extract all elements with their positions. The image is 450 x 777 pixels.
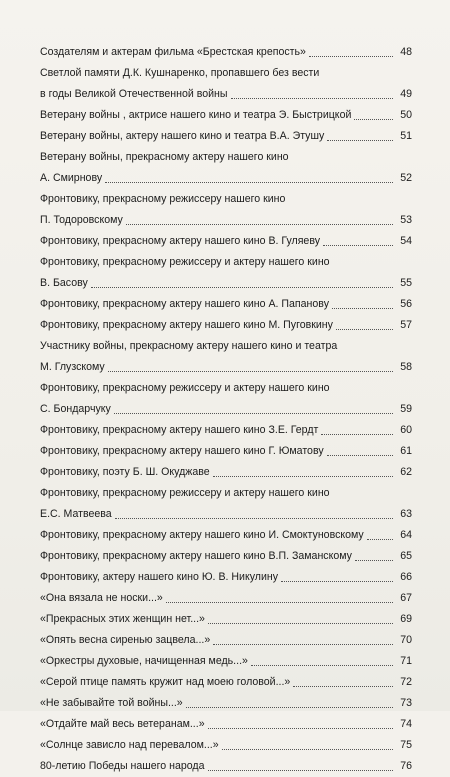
toc-page-number: 65 [400, 550, 412, 562]
toc-dot-leader [281, 580, 393, 582]
toc-entry-title: М. Глузскому [40, 361, 105, 373]
toc-entry [40, 588, 412, 609]
toc-entry [40, 315, 412, 336]
toc-dot-leader [91, 286, 393, 288]
toc-entry [40, 756, 412, 777]
toc-page-number: 60 [400, 424, 412, 436]
toc-dot-leader [208, 769, 393, 771]
toc-entry [40, 504, 412, 525]
toc-entry [40, 105, 412, 126]
table-of-contents [40, 42, 412, 777]
toc-entry [40, 672, 412, 693]
toc-dot-leader [213, 475, 393, 477]
toc-page-number: 66 [400, 571, 412, 583]
toc-page-number: 74 [400, 718, 412, 730]
toc-page-number: 72 [400, 676, 412, 688]
toc-entry [40, 483, 412, 504]
toc-page-number: 62 [400, 466, 412, 478]
toc-entry-title: 80-летию Победы нашего народа [40, 760, 205, 772]
toc-entry [40, 630, 412, 651]
toc-page-number: 67 [400, 592, 412, 604]
toc-entry-title: Ветерану войны, актеру нашего кино и театра В.А. Этушу [40, 130, 325, 142]
toc-page-number: 69 [400, 613, 412, 625]
toc-entry [40, 294, 412, 315]
toc-entry-title: «Серой птице память кружит над моею головой...» [40, 676, 291, 688]
toc-entry [40, 168, 412, 189]
toc-entry [40, 609, 412, 630]
toc-page-number: 58 [400, 361, 412, 373]
toc-dot-leader [367, 538, 393, 540]
toc-entry-title: Фронтовику, поэту Б. Ш. Окуджаве [40, 466, 210, 478]
toc-dot-leader [114, 412, 393, 414]
toc-dot-leader [126, 223, 393, 225]
toc-dot-leader [213, 643, 393, 645]
toc-entry-title: Фронтовику, актеру нашего кино Ю. В. Никулину [40, 571, 279, 583]
toc-entry [40, 84, 412, 105]
toc-entry [40, 462, 412, 483]
toc-dot-leader [293, 685, 393, 687]
toc-entry [40, 525, 412, 546]
toc-dot-leader [115, 517, 393, 519]
toc-page-number: 54 [400, 235, 412, 247]
toc-dot-leader [231, 97, 393, 99]
toc-page-number: 48 [400, 46, 412, 58]
toc-dot-leader [323, 244, 393, 246]
toc-entry-title: Фронтовику, прекрасному режиссеру и актеру нашего кино [40, 487, 330, 499]
toc-entry [40, 273, 412, 294]
toc-entry-title: Фронтовику, прекрасному режиссеру и актеру нашего кино [40, 256, 330, 268]
toc-entry-title: Фронтовику, прекрасному актеру нашего кино А. Папанову [40, 298, 329, 310]
toc-page-number: 75 [400, 739, 412, 751]
toc-entry-title: Ветерану войны , актрисе нашего кино и театра Э. Быстрицкой [40, 109, 352, 121]
toc-entry-title: «Прекрасных этих женщин нет...» [40, 613, 205, 625]
toc-page-number: 49 [400, 88, 412, 100]
toc-page-number: 71 [400, 655, 412, 667]
toc-entry-title: С. Бондарчуку [40, 403, 111, 415]
toc-dot-leader [208, 622, 393, 624]
toc-entry [40, 336, 412, 357]
toc-entry-title: Фронтовику, прекрасному актеру нашего кино В.П. Заманскому [40, 550, 352, 562]
toc-dot-leader [251, 664, 393, 666]
toc-dot-leader [222, 748, 393, 750]
toc-dot-leader [105, 181, 393, 183]
toc-page-number: 59 [400, 403, 412, 415]
toc-dot-leader [208, 727, 393, 729]
toc-page-number: 55 [400, 277, 412, 289]
toc-dot-leader [108, 370, 393, 372]
toc-page-number: 63 [400, 508, 412, 520]
toc-entry-title: Фронтовику, прекрасному актеру нашего кино В. Гуляеву [40, 235, 321, 247]
toc-page-number: 50 [400, 109, 412, 121]
toc-entry-title: Фронтовику, прекрасному режиссеру и актеру нашего кино [40, 382, 330, 394]
toc-entry [40, 126, 412, 147]
toc-dot-leader [354, 118, 393, 120]
toc-page-number: 57 [400, 319, 412, 331]
toc-entry-title: В. Басову [40, 277, 88, 289]
toc-entry [40, 378, 412, 399]
toc-entry [40, 714, 412, 735]
toc-entry-title: Фронтовику, прекрасному актеру нашего кино Г. Юматову [40, 445, 324, 457]
toc-entry-title: в годы Великой Отечественной войны [40, 88, 228, 100]
toc-dot-leader [166, 601, 393, 603]
toc-entry-title: «Оркестры духовые, начищенная медь...» [40, 655, 248, 667]
toc-entry [40, 252, 412, 273]
toc-dot-leader [355, 559, 393, 561]
toc-dot-leader [327, 454, 393, 456]
toc-page-number: 73 [400, 697, 412, 709]
toc-entry-title: Фронтовику, прекрасному актеру нашего кино З.Е. Гердт [40, 424, 319, 436]
toc-entry [40, 231, 412, 252]
toc-entry [40, 189, 412, 210]
toc-entry-title: Светлой памяти Д.К. Кушнаренко, пропавшего без вести [40, 67, 320, 79]
toc-entry-title: «Солнце зависло над перевалом...» [40, 739, 219, 751]
toc-entry-title: «Не забывайте той войны...» [40, 697, 183, 709]
toc-entry-title: Фронтовику, прекрасному актеру нашего кино М. Пуговкину [40, 319, 333, 331]
toc-page-number: 53 [400, 214, 412, 226]
toc-entry-title: Создателям и актерам фильма «Брестская крепость» [40, 46, 306, 58]
toc-dot-leader [321, 433, 393, 435]
toc-entry [40, 441, 412, 462]
toc-entry-title: «Она вязала не носки...» [40, 592, 163, 604]
toc-page-number: 51 [400, 130, 412, 142]
toc-entry [40, 420, 412, 441]
toc-entry [40, 147, 412, 168]
toc-entry-title: Е.С. Матвеева [40, 508, 112, 520]
toc-page-number: 76 [400, 760, 412, 772]
toc-dot-leader [332, 307, 393, 309]
toc-entry-title: А. Смирнову [40, 172, 103, 184]
toc-dot-leader [327, 139, 393, 141]
toc-entry [40, 63, 412, 84]
toc-dot-leader [336, 328, 393, 330]
toc-page-number: 64 [400, 529, 412, 541]
toc-entry [40, 210, 412, 231]
toc-entry [40, 735, 412, 756]
toc-entry-title: Ветерану войны, прекрасному актеру нашего кино [40, 151, 289, 163]
toc-page-number: 52 [400, 172, 412, 184]
toc-entry-title: Участнику войны, прекрасному актеру нашего кино и театра [40, 340, 338, 352]
toc-entry [40, 399, 412, 420]
toc-entry-title: П. Тодоровскому [40, 214, 123, 226]
toc-entry [40, 42, 412, 63]
toc-entry-title: «Отдайте май весь ветеранам...» [40, 718, 205, 730]
toc-page-number: 70 [400, 634, 412, 646]
toc-entry [40, 546, 412, 567]
toc-entry-title: Фронтовику, прекрасному актеру нашего кино И. Смоктуновскому [40, 529, 364, 541]
toc-entry [40, 651, 412, 672]
toc-entry-title: «Опять весна сиренью зацвела...» [40, 634, 211, 646]
toc-dot-leader [309, 55, 393, 57]
toc-page-number: 61 [400, 445, 412, 457]
toc-entry [40, 567, 412, 588]
toc-entry [40, 357, 412, 378]
toc-entry-title: Фронтовику, прекрасному режиссеру нашего кино [40, 193, 286, 205]
toc-dot-leader [186, 706, 393, 708]
toc-page-number: 56 [400, 298, 412, 310]
